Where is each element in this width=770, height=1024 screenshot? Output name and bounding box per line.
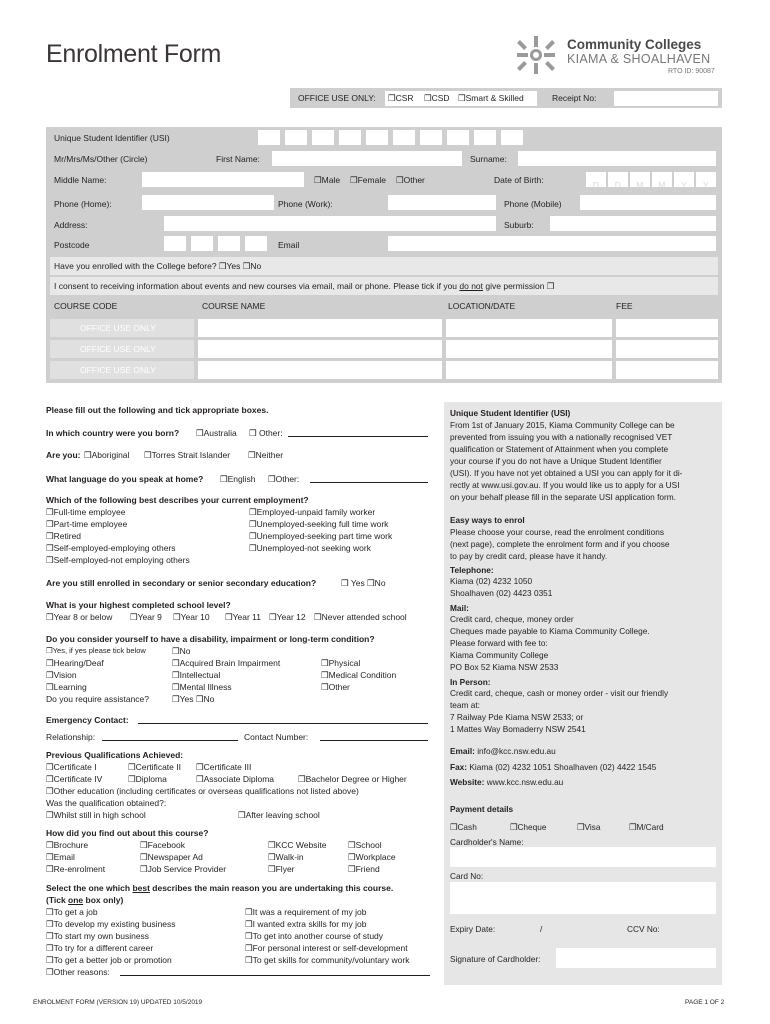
mail-text: Please forward with fee to: xyxy=(450,638,548,648)
usi-box[interactable] xyxy=(366,130,388,145)
disability-no[interactable]: ❒No xyxy=(172,646,191,656)
payment-heading: Payment details xyxy=(450,804,514,814)
dob-day-box[interactable] xyxy=(608,172,628,190)
dob-year-box[interactable] xyxy=(696,172,716,190)
country-australia[interactable]: ❒Australia xyxy=(196,428,237,438)
location-cell[interactable] xyxy=(446,319,612,337)
course-row xyxy=(50,319,718,337)
course-code-cell[interactable] xyxy=(50,319,194,337)
course-row xyxy=(50,361,718,379)
office-use-only-label: OFFICE USE ONLY xyxy=(80,365,156,375)
usi-info-text: on your behalf please fill in the separate USI application form. xyxy=(450,492,676,502)
location-date-header: LOCATION/DATE xyxy=(448,301,516,311)
website-contact xyxy=(450,778,563,786)
usi-info-heading: Unique Student Identifier (USI) xyxy=(450,408,571,418)
reason-option[interactable]: ❒To develop my existing business xyxy=(46,919,176,929)
signature-label: Signature of Cardholder: xyxy=(450,954,541,964)
consent-pre: I consent to receiving information about events and new courses via email, mail or phone. Please tick if you xyxy=(54,281,460,291)
mail-heading: Mail: xyxy=(450,603,469,613)
employment-question: Which of the following best describes your current employment? xyxy=(46,495,309,505)
mail-text: Credit card, cheque, money order xyxy=(450,614,574,624)
consent-emphasis: do not xyxy=(459,281,484,291)
location-cell[interactable] xyxy=(446,361,612,379)
employment-option[interactable]: ❒Part-time employee xyxy=(46,519,128,529)
expiry-date-label: Expiry Date: xyxy=(450,924,496,934)
usi-box[interactable] xyxy=(339,130,361,145)
payment-cash[interactable]: ❒Cash xyxy=(450,822,477,832)
enrolled-before-question[interactable]: Have you enrolled with the College before? ❒Yes ❒No xyxy=(54,261,262,271)
email-contact-value[interactable]: info@kcc.nsw.edu.au xyxy=(474,746,556,756)
usi-info-text: From 1st of January 2015, Kiama Community College can be xyxy=(450,420,675,430)
find-out-option[interactable]: ❒Newspaper Ad xyxy=(140,852,203,862)
fee-cell[interactable] xyxy=(616,340,718,358)
find-out-option[interactable]: ❒Job Service Provider xyxy=(140,864,227,874)
reason-option[interactable]: ❒To get a better job or promotion xyxy=(46,955,172,965)
middle-name-field[interactable] xyxy=(142,172,304,187)
reason-other[interactable]: ❒Other reasons: xyxy=(46,967,110,977)
usi-box[interactable] xyxy=(258,130,280,145)
dob-month-box[interactable] xyxy=(652,172,672,190)
email-contact-label: Email: xyxy=(450,746,475,756)
dob-placeholder: D xyxy=(614,180,622,190)
qualification-other[interactable]: ❒Other education (including certificates or overseas qualifications not listed above) xyxy=(46,786,359,796)
telephone-heading: Telephone: xyxy=(450,565,494,575)
mail-text: Cheques made payable to Kiama Community College. xyxy=(450,626,650,636)
email-field[interactable] xyxy=(388,236,716,251)
office-smart-skilled[interactable]: ❒Smart & Skilled xyxy=(458,93,524,103)
reason-option[interactable]: ❒To get skills for community/voluntary work xyxy=(245,955,410,965)
course-code-cell[interactable] xyxy=(50,340,194,358)
fee-cell[interactable] xyxy=(616,361,718,379)
secondary-school-question: Are you still enrolled in secondary or senior secondary education? xyxy=(46,578,317,588)
middle-name-label: Middle Name: xyxy=(54,175,107,185)
usi-info-text: prevented from issuing you with a nationally recognised VET xyxy=(450,432,673,442)
consent-row xyxy=(50,277,718,295)
assistance-question: Do you require assistance? xyxy=(46,694,150,704)
student-details-panel xyxy=(46,127,722,383)
rto-id: RTO ID: 90087 xyxy=(668,68,715,75)
usi-box[interactable] xyxy=(285,130,307,145)
relationship-line[interactable] xyxy=(102,740,238,741)
qualification-option[interactable]: ❒Bachelor Degree or Higher xyxy=(298,774,407,784)
dob-day-box[interactable] xyxy=(586,172,606,190)
in-person-text: team at: xyxy=(450,700,480,710)
fax-contact-value: Kiama (02) 4232 1051 Shoalhaven (02) 4422 1545 xyxy=(467,762,657,772)
aboriginal-question: Are you: xyxy=(46,450,81,460)
office-use-label: OFFICE USE ONLY: xyxy=(298,93,376,103)
phone-work-label: Phone (Work): xyxy=(278,199,333,209)
usi-info-text: (USI). If you have not yet obtained a USI you can apply for it di- xyxy=(450,468,683,478)
office-use-only-label: OFFICE USE ONLY xyxy=(80,344,156,354)
fee-header: FEE xyxy=(616,301,633,311)
course-name-cell[interactable] xyxy=(198,319,442,337)
dob-placeholder: Y xyxy=(681,180,687,190)
in-person-text: 1 Mattes Way Bomaderry NSW 2541 xyxy=(450,724,586,734)
suburb-field[interactable] xyxy=(550,216,716,231)
school-level-option[interactable]: ❒Year 9 xyxy=(130,612,162,622)
language-other-line[interactable] xyxy=(310,482,428,483)
neither-option[interactable]: ❒Neither xyxy=(248,450,284,460)
postcode-box[interactable] xyxy=(245,236,267,251)
fax-contact-label: Fax: xyxy=(450,762,468,772)
qualification-option[interactable]: ❒Certificate IV xyxy=(46,774,103,784)
relationship-label: Relationship: xyxy=(46,732,96,742)
expiry-separator: / xyxy=(540,924,543,934)
contact-number-line[interactable] xyxy=(320,740,428,741)
logo-text-secondary: KIAMA & SHOALHAVEN xyxy=(567,52,711,66)
find-out-option[interactable]: ❒Facebook xyxy=(140,840,185,850)
country-other-line[interactable] xyxy=(288,436,428,437)
school-level-option[interactable]: ❒Never attended school xyxy=(314,612,407,622)
country-question: In which country were you born? xyxy=(46,428,180,438)
mail-text: PO Box 52 Kiama NSW 2533 xyxy=(450,662,559,672)
in-person-heading: In Person: xyxy=(450,677,491,687)
telephone-text: Kiama (02) 4232 1050 xyxy=(450,576,533,586)
find-out-option[interactable]: ❒Friend xyxy=(348,864,380,874)
payment-mastercard[interactable]: ❒M/Card xyxy=(629,822,664,832)
fax-contact xyxy=(450,763,656,771)
disability-question: Do you consider yourself to have a disability, impairment or long-term condition? xyxy=(46,634,375,644)
disability-option[interactable]: ❒Physical xyxy=(321,658,361,668)
phone-mobile-label: Phone (Mobile) xyxy=(504,199,562,209)
first-name-field[interactable] xyxy=(272,151,462,166)
gender-other[interactable]: ❒Other xyxy=(396,175,425,185)
usi-box[interactable] xyxy=(420,130,442,145)
course-code-cell[interactable] xyxy=(50,361,194,379)
email-contact xyxy=(450,747,556,755)
gender-male[interactable]: ❒Male xyxy=(314,175,341,185)
find-out-option[interactable]: ❒Flyer xyxy=(268,864,295,874)
previous-qualifications-question: Previous Qualifications Achieved: xyxy=(46,750,184,760)
phone-home-field[interactable] xyxy=(142,195,274,210)
logo-text-primary: Community Colleges xyxy=(567,37,702,52)
reason-q-emphasis: best xyxy=(132,883,150,893)
find-out-question: How did you find out about this course? xyxy=(46,828,209,838)
in-person-text: Credit card, cheque, cash or money order - visit our friendly xyxy=(450,688,669,698)
emergency-contact-line[interactable] xyxy=(138,723,428,724)
consent-text[interactable] xyxy=(54,282,554,291)
disability-option[interactable]: ❒Other xyxy=(321,682,350,692)
cardholder-name-field[interactable] xyxy=(450,847,716,867)
usi-box[interactable] xyxy=(393,130,415,145)
course-name-cell[interactable] xyxy=(198,340,442,358)
usi-box[interactable] xyxy=(447,130,469,145)
usi-label: Unique Student Identifier (USI) xyxy=(54,133,170,143)
card-number-field[interactable] xyxy=(450,882,716,914)
page-title: Enrolment Form xyxy=(46,40,222,68)
aboriginal-option[interactable]: ❒Aboriginal xyxy=(84,450,130,460)
assistance-options[interactable]: ❒Yes ❒No xyxy=(172,694,215,704)
signature-field[interactable] xyxy=(556,948,716,968)
ways-heading: Easy ways to enrol xyxy=(450,515,525,525)
suburb-label: Suburb: xyxy=(504,220,534,230)
school-level-option[interactable]: ❒Year 10 xyxy=(173,612,210,622)
first-name-label: First Name: xyxy=(216,154,260,164)
ways-text: Please choose your course, read the enrolment conditions xyxy=(450,527,665,537)
country-other[interactable]: ❒ Other: xyxy=(249,428,283,438)
usi-info-text: qualification or Statement of Attainment when you complete xyxy=(450,444,669,454)
reason-q-pre: Select the one which xyxy=(46,883,133,893)
school-level-option[interactable]: ❒Year 12 xyxy=(269,612,306,622)
find-out-option[interactable]: ❒Brochure xyxy=(46,840,89,850)
disability-option[interactable]: ❒Mental Illness xyxy=(172,682,232,692)
office-csd[interactable]: ❒CSD xyxy=(424,93,450,103)
telephone-text: Shoalhaven (02) 4423 0351 xyxy=(450,588,553,598)
tick-post: box only) xyxy=(83,895,124,905)
qualification-option[interactable]: ❒Certificate II xyxy=(128,762,181,772)
find-out-option[interactable]: ❒KCC Website xyxy=(268,840,327,850)
employment-option[interactable]: ❒Self-employed-not employing others xyxy=(46,555,190,565)
reason-option[interactable]: ❒To get into another course of study xyxy=(245,931,384,941)
dob-label: Date of Birth: xyxy=(494,175,544,185)
address-label: Address: xyxy=(54,220,88,230)
employment-option[interactable]: ❒Unemployed-seeking full time work xyxy=(249,519,389,529)
disability-option[interactable]: ❒Hearing/Deaf xyxy=(46,658,104,668)
qualification-obtained-question: Was the qualification obtained?: xyxy=(46,798,167,808)
qualification-option[interactable]: ❒Associate Diploma xyxy=(196,774,275,784)
course-name-header: COURSE NAME xyxy=(202,301,266,311)
receipt-label: Receipt No: xyxy=(552,93,597,103)
reason-option[interactable]: ❒To try for a different career xyxy=(46,943,154,953)
card-number-label: Card No: xyxy=(450,871,484,881)
find-out-option[interactable]: ❒Workplace xyxy=(348,852,396,862)
ways-text: (next page), complete the enrolment form and if you choose xyxy=(450,539,670,549)
mail-text: Kiama Community College xyxy=(450,650,549,660)
postcode-label: Postcode xyxy=(54,240,90,250)
emergency-contact-label: Emergency Contact: xyxy=(46,715,129,725)
address-field[interactable] xyxy=(164,216,496,231)
disability-option[interactable]: ❒Learning xyxy=(46,682,87,692)
reason-option[interactable]: ❒To start my own business xyxy=(46,931,150,941)
school-level-question: What is your highest completed school level? xyxy=(46,600,231,610)
disability-yes[interactable]: ❒Yes, if yes please tick below xyxy=(46,646,146,655)
tick-one-note xyxy=(46,896,123,905)
postcode-box[interactable] xyxy=(164,236,186,251)
secondary-school-options[interactable]: ❒ Yes ❒No xyxy=(341,578,386,588)
disability-option[interactable]: ❒Vision xyxy=(46,670,77,680)
reason-q-post: describes the main reason you are undertaking this course. xyxy=(149,883,394,893)
office-use-bar xyxy=(290,88,722,108)
reason-option[interactable]: ❒To get a job xyxy=(46,907,98,917)
qualification-option[interactable]: ❒Certificate I xyxy=(46,762,97,772)
dob-placeholder: Y xyxy=(703,180,709,190)
course-row xyxy=(50,340,718,358)
usi-info-text: your course if you do not have a Unique Student Identifier xyxy=(450,456,662,466)
payment-cheque[interactable]: ❒Cheque xyxy=(510,822,547,832)
reason-other-line[interactable] xyxy=(120,975,430,976)
reason-option[interactable]: ❒It was a requirement of my job xyxy=(245,907,367,917)
gender-female[interactable]: ❒Female xyxy=(350,175,386,185)
school-level-option[interactable]: ❒Year 11 xyxy=(225,612,261,622)
phone-home-label: Phone (Home): xyxy=(54,199,112,209)
reason-question xyxy=(46,884,393,893)
office-use-only-label: OFFICE USE ONLY xyxy=(80,323,156,333)
employment-option[interactable]: ❒Employed-unpaid family worker xyxy=(249,507,376,517)
contact-number-label: Contact Number: xyxy=(244,732,309,742)
payment-visa[interactable]: ❒Visa xyxy=(577,822,601,832)
employment-option[interactable]: ❒Retired xyxy=(46,531,82,541)
whilst-school-option[interactable]: ❒Whilst still in high school xyxy=(46,810,146,820)
employment-option[interactable]: ❒Unemployed-not seeking work xyxy=(249,543,371,553)
ccv-label: CCV No: xyxy=(627,924,660,934)
dob-placeholder: D xyxy=(592,180,600,190)
usi-box[interactable] xyxy=(312,130,334,145)
dob-placeholder: M xyxy=(658,180,666,190)
website-contact-value[interactable]: www.kcc.nsw.edu.au xyxy=(484,777,564,787)
tick-emphasis: one xyxy=(68,895,84,905)
disability-option[interactable]: ❒Medical Condition xyxy=(321,670,397,680)
torres-option[interactable]: ❒Torres Strait Islander xyxy=(144,450,231,460)
find-out-option[interactable]: ❒Re-enrolment xyxy=(46,864,106,874)
qualification-option[interactable]: ❒Certificate III xyxy=(196,762,252,772)
footer-version: ENROLMENT FORM (VERSION 19) UPDATED 10/5/2019 xyxy=(33,999,203,1006)
reason-option[interactable]: ❒For personal interest or self-development xyxy=(245,943,408,953)
disability-option[interactable]: ❒Intellectual xyxy=(172,670,221,680)
language-other[interactable]: ❒Other: xyxy=(268,474,300,484)
reason-option[interactable]: ❒I wanted extra skills for my job xyxy=(245,919,367,929)
footer-page-number: PAGE 1 OF 2 xyxy=(685,999,725,1006)
email-label: Email xyxy=(278,240,300,250)
consent-post: give permission ❒ xyxy=(483,281,555,291)
employment-option[interactable]: ❒Self-employed-employing others xyxy=(46,543,176,553)
website-contact-label: Website: xyxy=(450,777,485,787)
cardholder-name-label: Cardholder's Name: xyxy=(450,837,524,847)
after-school-option[interactable]: ❒After leaving school xyxy=(238,810,320,820)
dob-placeholder: M xyxy=(636,180,644,190)
fee-cell[interactable] xyxy=(616,319,718,337)
qualification-option[interactable]: ❒Diploma xyxy=(128,774,167,784)
employment-option[interactable]: ❒Unemployed-seeking part time work xyxy=(249,531,393,541)
phone-mobile-field[interactable] xyxy=(580,195,716,210)
usi-box[interactable] xyxy=(501,130,523,145)
location-cell[interactable] xyxy=(446,340,612,358)
ways-text: to pay by credit card, please have it handy. xyxy=(450,551,608,561)
phone-work-field[interactable] xyxy=(388,195,496,210)
course-name-cell[interactable] xyxy=(198,361,442,379)
course-code-header: COURSE CODE xyxy=(54,301,118,311)
surname-label: Surname: xyxy=(470,154,507,164)
postcode-box[interactable] xyxy=(218,236,240,251)
questions-intro: Please fill out the following and tick appropriate boxes. xyxy=(46,405,269,415)
dob-year-box[interactable] xyxy=(674,172,694,190)
disability-option[interactable]: ❒Acquired Brain Impairment xyxy=(172,658,281,668)
enrolled-before-row xyxy=(50,257,718,275)
find-out-option[interactable]: ❒Walk-in xyxy=(268,852,304,862)
dob-month-box[interactable] xyxy=(630,172,650,190)
receipt-field[interactable] xyxy=(614,91,718,106)
employment-option[interactable]: ❒Full-time employee xyxy=(46,507,126,517)
find-out-option[interactable]: ❒School xyxy=(348,840,382,850)
office-csr[interactable]: ❒CSR xyxy=(388,93,414,103)
language-question: What language do you speak at home? xyxy=(46,474,204,484)
tick-pre: (Tick xyxy=(46,895,69,905)
in-person-text: 7 Railway Pde Kiama NSW 2533; or xyxy=(450,712,584,722)
title-label: Mr/Mrs/Ms/Other (Circle) xyxy=(54,154,148,164)
school-level-option[interactable]: ❒Year 8 or below xyxy=(46,612,113,622)
language-english[interactable]: ❒English xyxy=(220,474,256,484)
surname-field[interactable] xyxy=(518,151,716,166)
find-out-option[interactable]: ❒Email xyxy=(46,852,75,862)
usi-info-text: rectly at www.usi.gov.au. If you would like us to apply for a USI xyxy=(450,480,680,490)
college-logo-icon xyxy=(510,34,562,76)
usi-box[interactable] xyxy=(474,130,496,145)
postcode-box[interactable] xyxy=(191,236,213,251)
